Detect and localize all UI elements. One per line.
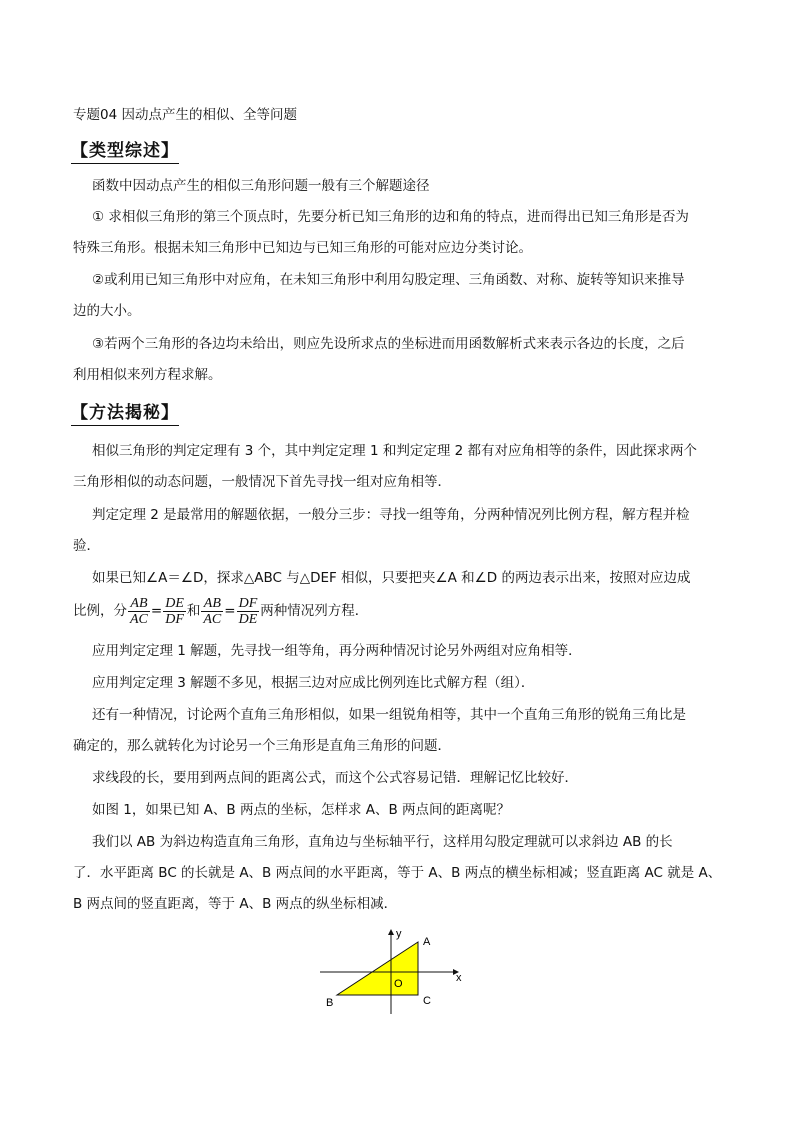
method-p7: 求线段的长，要用到两点间的距离公式，而这个公式容易记错．理解记忆比较好． [92,770,578,786]
label-b: B [326,997,334,1009]
method-p9-line1: 我们以 AB 为斜边构造直角三角形，直角边与坐标轴平行，这样用勾股定理就可以求斜边 AB 的长 [92,834,673,850]
method-p6-line2: 确定的，那么就转化为讨论另一个三角形是直角三角形的问题． [73,738,451,754]
method-p1-line1: 相似三角形的判定定理有 3 个，其中判定定理 1 和判定定理 2 都有对应角相等的条件，因此探求两个 [92,443,698,459]
method-p5: 应用判定定理 3 解题不多见，根据三边对应成比例列连比式解方程（组）． [92,675,535,691]
label-y: y [396,928,402,940]
overview-item2-line1: ②或利用已知三角形中对应角，在未知三角形中利用勾股定理、三角函数、对称、旋转等知识来推导 [92,272,685,288]
fraction-numerator: AB [128,596,150,612]
method-p2-line2: 验． [73,538,100,554]
method-p9-line3: B 两点间的竖直距离，等于 A、B 两点的纵坐标相减． [73,896,398,912]
fraction-denominator: AC [130,611,148,627]
fraction-de-df [163,596,186,627]
overview-item3-line2: 利用相似来列方程求解。 [73,367,222,383]
method-p3-line2 [73,594,368,628]
overview-item1-line1: ① 求相似三角形的第三个顶点时，先要分析已知三角形的边和角的特点，进而得出已知三角形是否为 [92,209,689,225]
fraction-numerator: DE [165,595,184,611]
p3-pre-text: 比例，分 [73,603,127,619]
overview-intro: 函数中因动点产生的相似三角形问题一般有三个解题途径 [92,178,430,194]
section-heading-method: 【方法揭秘】 [71,398,179,426]
fraction-ab-ac [128,596,150,627]
fraction-numerator: AB [201,596,223,612]
fraction-ab-ac-2 [201,596,223,627]
equals-sign: = [224,603,236,619]
label-x: x [456,972,462,984]
p3-mid-text: 和 [186,603,201,619]
p3-post-text: 两种情况列方程． [260,603,369,619]
document-title: 专题04 因动点产生的相似、全等问题 [73,107,297,123]
fraction-df-de [237,596,260,627]
fraction-denominator: DE [238,611,258,627]
label-o: O [394,978,403,990]
coordinate-figure [320,926,470,1016]
fraction-denominator: DF [165,611,184,627]
overview-item1-line2: 特殊三角形。根据未知三角形中已知边与已知三角形的可能对应边分类讨论。 [73,240,532,256]
fraction-numerator: DF [238,595,258,611]
y-axis-arrow [388,929,394,935]
fraction-denominator: AC [203,611,222,627]
label-a: A [423,936,431,948]
label-c: C [423,995,431,1007]
section-heading-overview: 【类型综述】 [71,136,179,164]
overview-item3-line1: ③若两个三角形的各边均未给出，则应先设所求点的坐标进而用函数解析式来表示各边的长度，之后 [92,336,685,352]
equals-sign: = [150,603,163,619]
method-p2-line1: 判定定理 2 是最常用的解题依据，一般分三步：寻找一组等角，分两种情况列比例方程，解方程并检 [92,507,690,523]
method-p4: 应用判定定理 1 解题，先寻找一组等角，再分两种情况讨论另外两组对应角相等． [92,643,582,659]
method-p9-line2: 了．水平距离 BC 的长就是 A、B 两点间的水平距离，等于 A、B 两点的横坐标相减；竖直距离 AC 就是 A、 [73,865,722,881]
overview-item2-line2: 边的大小。 [73,303,141,319]
method-p1-line2: 三角形相似的动态问题，一般情况下首先寻找一组对应角相等． [73,474,451,490]
method-p3-line1: 如果已知∠A＝∠D，探求△ABC 与△DEF 相似，只要把夹∠A 和∠D 的两边表示出来，按照对应边成 [92,570,691,586]
right-triangle [337,942,418,995]
method-p8: 如图 1，如果已知 A、B 两点的坐标，怎样求 A、B 两点间的距离呢？ [92,802,511,818]
method-p6-line1: 还有一种情况，讨论两个直角三角形相似，如果一组锐角相等，其中一个直角三角形的锐角三角比是 [92,707,686,723]
